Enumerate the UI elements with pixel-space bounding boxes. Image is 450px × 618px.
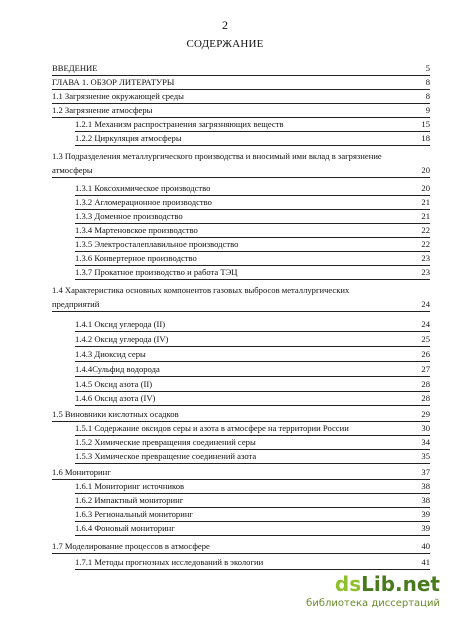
toc-entry-rule — [52, 553, 430, 554]
toc-entry-text: 1.3.4 Мартеновское производство — [75, 225, 198, 235]
page-number: 2 — [222, 18, 228, 32]
toc-entry — [52, 408, 430, 421]
toc-entry-text: 1.6 Мониторинг — [52, 467, 111, 477]
toc-entry-page: 21 — [421, 197, 430, 207]
toc-entry-rule — [75, 361, 430, 362]
toc-entry — [75, 436, 430, 449]
toc-entry-text: 1.2.1 Механизм распространения загрязняющих веществ — [75, 119, 284, 129]
toc-entry — [75, 266, 430, 279]
toc-entry-text: предприятий — [52, 299, 100, 309]
toc-entry-page: 23 — [421, 267, 430, 277]
toc-entry-page: 20 — [421, 165, 430, 175]
toc-title: СОДЕРЖАНИЕ — [186, 38, 264, 50]
toc-entry-text: 1.4.2 Оксид углерода (IV) — [75, 334, 169, 344]
dslib-logo: dsLib.net — [334, 572, 440, 596]
toc-entry-text: 1.3.1 Коксохимическое производство — [75, 183, 211, 193]
toc-entry-rule — [75, 405, 430, 406]
toc-entry-page: 8 — [425, 77, 430, 87]
toc-entry-text: 1.5 Виновники кислотных осадков — [52, 409, 179, 419]
toc-entry-rule — [75, 346, 430, 347]
toc-entry-text: 1.2.2 Циркуляция атмосферы — [75, 133, 182, 143]
toc-entry-text: 1.4.6 Оксид азота (IV) — [75, 393, 156, 403]
toc-entry-page: 35 — [421, 451, 430, 461]
toc-entry-text: 1.3.6 Конвертерное производство — [75, 253, 197, 263]
toc-entry-page: 23 — [421, 253, 430, 263]
toc-entry — [75, 363, 430, 376]
toc-entry-page: 38 — [421, 481, 430, 491]
toc-entry-text: 1.4.5 Оксид азота (II) — [75, 379, 153, 389]
toc-entry — [52, 164, 430, 177]
toc-entry — [75, 392, 430, 405]
toc-entry — [75, 182, 430, 195]
toc-entry-page: 21 — [421, 211, 430, 221]
toc-entry-text: 1.6.4 Фоновый мониторинг — [75, 523, 175, 533]
toc-entry-text: ВВЕДЕНИЕ — [52, 63, 98, 73]
toc-entry-text: 1.6.1 Мониторинг источников — [75, 481, 185, 491]
toc-entry — [52, 466, 430, 479]
toc-entry-rule — [75, 463, 430, 464]
toc-entry-text: 1.4 Характеристика основных компонентов газовых выбросов металлургических — [52, 285, 350, 295]
toc-entry — [75, 238, 430, 251]
toc-entry — [75, 450, 430, 463]
toc-entry-rule — [75, 376, 430, 377]
toc-entry-text: атмосферы — [52, 165, 93, 175]
toc-entry-text: 1.3.3 Доменное производство — [75, 211, 183, 221]
watermark-subtitle: библиотека диссертаций — [306, 598, 440, 609]
toc-entry-page: 24 — [421, 319, 430, 329]
toc-entry-text: 1.7 Моделирование процессов в атмосфере — [52, 541, 210, 551]
toc-entry — [75, 522, 430, 535]
toc-entry-page: 41 — [421, 557, 430, 567]
toc-entry-page: 24 — [421, 299, 430, 309]
toc-entry-rule — [75, 279, 430, 280]
toc-entry-page: 25 — [421, 334, 430, 344]
toc-entry — [75, 494, 430, 507]
watermark — [306, 572, 440, 610]
toc-entry-page: 39 — [421, 509, 430, 519]
toc-entry-page: 15 — [421, 119, 430, 129]
toc-entry — [75, 556, 430, 569]
toc-entry-page: 8 — [425, 91, 430, 101]
toc-entry-page: 37 — [421, 467, 430, 477]
toc-entry-text: ГЛАВА 1. ОБЗОР ЛИТЕРАТУРЫ — [52, 77, 175, 87]
toc-entry-text: 1.5.3 Химическое превращение соединений азота — [75, 451, 257, 461]
toc-entry — [52, 62, 430, 75]
toc-entry-page: 29 — [421, 409, 430, 419]
toc-entry-text: 1.1 Загрязнение окружающей среды — [52, 91, 184, 101]
toc-entry-rule — [75, 569, 430, 570]
toc-entry-rule — [75, 145, 430, 146]
toc-entry — [75, 118, 430, 131]
toc-entry-text: 1.6.3 Региональный мониторинг — [75, 509, 193, 519]
toc-entry-page: 9 — [425, 105, 430, 115]
toc-entry-text: 1.3.7 Прокатное производство и работа ТЭЦ — [75, 267, 238, 277]
toc-entry — [75, 333, 430, 346]
toc-entry-text: 1.3.5 Электросталеплавильное производство — [75, 239, 239, 249]
toc-entry — [52, 540, 430, 553]
toc-entry-text: 1.3.2 Агломерационное производство — [75, 197, 212, 207]
toc-entry-page: 22 — [421, 225, 430, 235]
toc-entry — [75, 378, 430, 391]
toc-entry-text: 1.2 Загрязнение атмосферы — [52, 105, 153, 115]
toc-entry — [75, 508, 430, 521]
toc-entry-page: 18 — [421, 133, 430, 143]
toc-entry — [52, 284, 430, 297]
toc-entry-page: 40 — [421, 541, 430, 551]
toc-entry-page: 30 — [421, 423, 430, 433]
toc-entry-page: 28 — [421, 393, 430, 403]
toc-entry-page: 34 — [421, 437, 430, 447]
toc-entry — [75, 318, 430, 331]
toc-entry — [75, 348, 430, 361]
toc-entry-text: 1.7.1 Методы прогнозных исследований в экологии — [75, 557, 264, 567]
toc-entry — [52, 90, 430, 103]
toc-entry-page: 39 — [421, 523, 430, 533]
toc-entry-text: 1.5.2 Химические превращения соединений серы — [75, 437, 256, 447]
toc-entry-page: 28 — [421, 379, 430, 389]
toc-entry-rule — [75, 331, 430, 332]
toc-entry — [52, 298, 430, 311]
toc-entry-page: 27 — [421, 364, 430, 374]
toc-entry-page: 20 — [421, 183, 430, 193]
toc-entry-page: 5 — [425, 63, 430, 73]
toc-entry-text: 1.4.3 Диоксид серы — [75, 349, 146, 359]
toc-entry-text: 1.3 Подразделения металлургического производства и вносимый ими вклад в загрязнение — [52, 151, 382, 161]
toc-entry — [75, 132, 430, 145]
toc-entry — [52, 76, 430, 89]
toc-entry — [75, 210, 430, 223]
toc-entry — [52, 104, 430, 117]
toc-entry-text: 1.4.1 Оксид углерода (II) — [75, 319, 166, 329]
toc-entry — [75, 224, 430, 237]
toc-entry-text: 1.4.4Сульфид водорода — [75, 364, 160, 374]
toc-entry-rule — [75, 535, 430, 536]
toc-entry-page: 26 — [421, 349, 430, 359]
toc-entry — [52, 150, 430, 163]
toc-entry-rule — [52, 177, 430, 178]
toc-entry-text: 1.6.2 Импактный мониторинг — [75, 495, 184, 505]
toc-entry — [75, 480, 430, 493]
toc-entry-rule — [52, 311, 430, 312]
toc-entry — [75, 422, 430, 435]
toc-entry-page: 38 — [421, 495, 430, 505]
toc-entry-text: 1.5.1 Содержание оксидов серы и азота в атмосфере на территории России — [75, 423, 349, 433]
toc-entry — [75, 196, 430, 209]
toc-entry-page: 22 — [421, 239, 430, 249]
toc-entry — [75, 252, 430, 265]
